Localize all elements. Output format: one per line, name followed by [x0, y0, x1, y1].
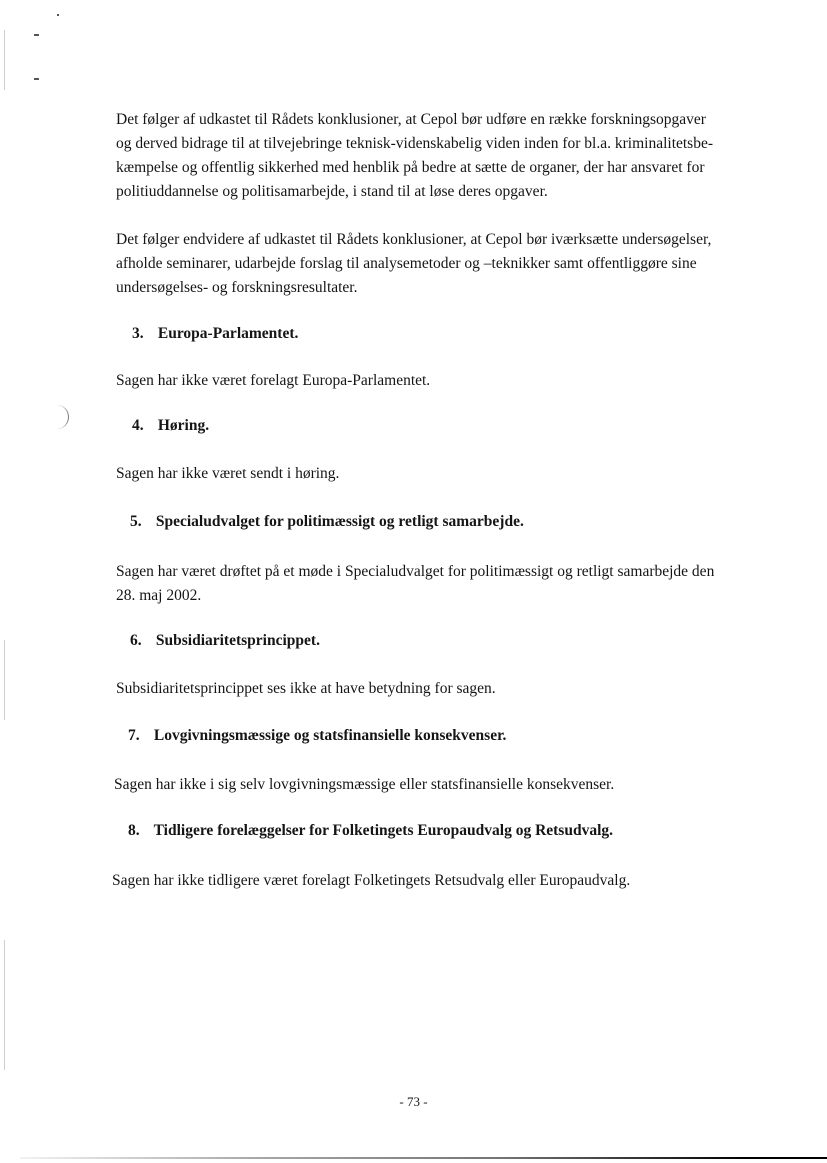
margin-bracket-mark — [56, 405, 69, 429]
text-line: kæmpelse og offentlig sikkerhed med henblik på bedre at sætte de organer, der har ansvaret for — [116, 159, 705, 176]
text-line: og derved bidrage til at tilvejebringe teknisk-videnskabelig viden inden for bl.a. kriminalitetsbe- — [116, 135, 714, 152]
section-body-8 — [112, 869, 772, 893]
section-body-7 — [114, 773, 774, 797]
margin-dash — [34, 34, 39, 36]
section-heading-6 — [130, 630, 320, 652]
text-line: Sagen har ikke i sig selv lovgivningsmæssige eller statsfinansielle konsekvenser. — [114, 776, 615, 793]
section-body-6 — [116, 677, 776, 701]
margin-dot — [57, 14, 59, 16]
scan-edge-line — [4, 940, 5, 1070]
section-title: Høring. — [157, 417, 210, 434]
section-title: Tidligere forelæggelser for Folketingets Europaudvalg og Retsudvalg. — [153, 822, 614, 839]
section-heading-4 — [132, 415, 209, 437]
section-title: Lovgivningsmæssige og statsfinansielle konsekvenser. — [153, 727, 507, 744]
text-line: Sagen har ikke været forelagt Europa-Parlamentet. — [116, 372, 431, 389]
text-line: Subsidiaritetsprincippet ses ikke at have betydning for sagen. — [116, 680, 496, 697]
section-body-3 — [116, 369, 776, 393]
section-heading-7 — [128, 725, 506, 747]
paragraph-cepol-research — [116, 108, 776, 204]
text-line: Sagen har ikke tidligere været forelagt Folketingets Retsudvalg eller Europaudvalg. — [112, 872, 631, 889]
text-line: politiuddannelse og politisamarbejde, i stand til at løse deres opgaver. — [116, 183, 548, 200]
section-title: Europa-Parlamentet. — [157, 325, 299, 342]
section-body-4 — [116, 462, 776, 486]
section-number: 8. — [128, 822, 140, 839]
section-number: 3. — [132, 325, 144, 342]
text-line: afholde seminarer, udarbejde forslag til analysemetoder og –teknikker samt offentliggøre sine — [116, 255, 697, 272]
scan-bottom-line — [20, 1157, 827, 1159]
section-title: Subsidiaritetsprincippet. — [155, 632, 320, 649]
text-line: 28. maj 2002. — [116, 587, 202, 604]
text-line: Sagen har været drøftet på et møde i Specialudvalget for politimæssigt og retligt samarbejde den — [116, 563, 715, 580]
section-body-5 — [116, 560, 776, 608]
section-heading-5 — [130, 511, 524, 533]
scan-edge-line — [4, 640, 5, 720]
section-number: 6. — [130, 632, 142, 649]
section-title: Specialudvalget for politimæssigt og retligt samarbejde. — [155, 513, 524, 530]
text-line: Det følger endvidere af udkastet til Rådets konklusioner, at Cepol bør iværksætte undersøgelser, — [116, 231, 712, 248]
text-line: undersøgelses- og forskningsresultater. — [116, 279, 358, 296]
paragraph-cepol-studies — [116, 228, 776, 300]
text-line: Sagen har ikke været sendt i høring. — [116, 465, 340, 482]
scan-edge-line — [4, 30, 5, 90]
section-number: 5. — [130, 513, 142, 530]
section-heading-3 — [132, 323, 298, 345]
section-heading-8 — [128, 820, 613, 842]
text-line: Det følger af udkastet til Rådets konklusioner, at Cepol bør udføre en række forskningsopgaver — [116, 111, 706, 128]
margin-dash — [34, 78, 39, 80]
section-number: 4. — [132, 417, 144, 434]
page-number: - 73 - — [399, 1094, 428, 1109]
section-number: 7. — [128, 727, 140, 744]
